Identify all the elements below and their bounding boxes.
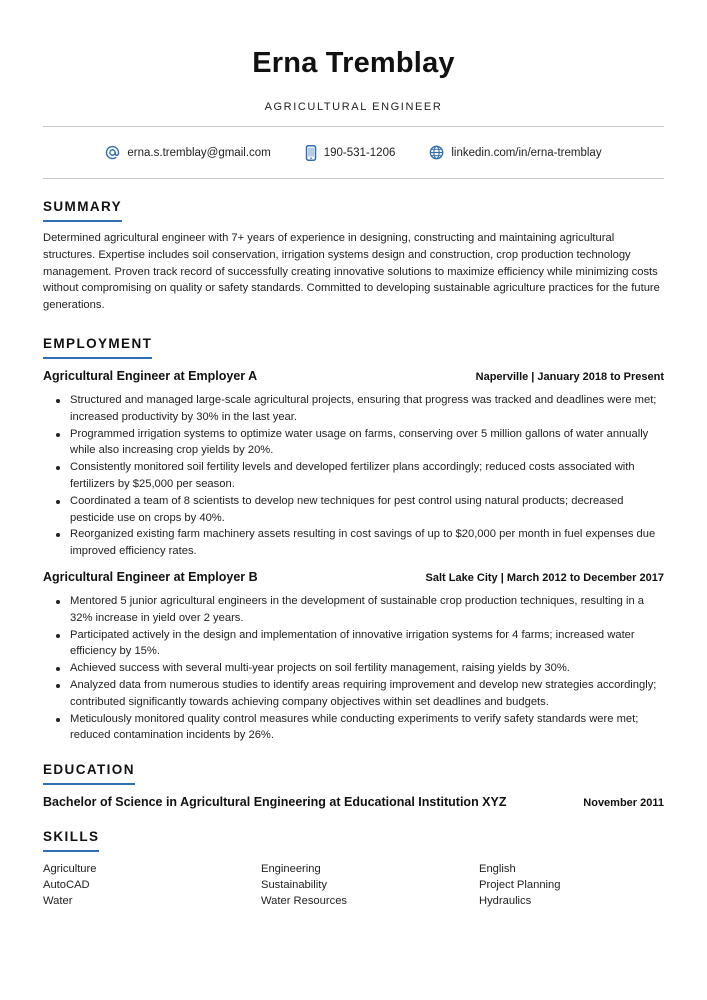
skill-item: Water Resources (261, 895, 348, 908)
skill-item: AutoCAD (43, 879, 90, 892)
bullet-item: Coordinated a team of 8 scientists to develop new techniques for pest control using natural products; decreased pesticide use on crops by 40%. (43, 493, 664, 527)
contact-email[interactable] (105, 145, 270, 160)
skills-heading: SKILLS (43, 829, 99, 852)
summary-text: Determined agricultural engineer with 7+ years of experience in designing, constructing and maintaining agricultural structures. Expertise includes soil conservation, irrigation systems design and construction, crop production technology management. Proven track record of successfully creating innovative solutions to maximize efficiency while minimizing costs without compromising on quality or safety standards. Committed to developing sustainable agriculture practices for the future generations. (43, 232, 660, 312)
divider (43, 178, 664, 179)
contact-bar (43, 127, 664, 178)
job-location-dates: Naperville | January 2018 to Present (475, 370, 664, 383)
job-title: Agricultural Engineer at Employer A (43, 368, 258, 383)
phone-text: 190-531-1206 (323, 146, 396, 159)
candidate-name: Erna Tremblay (252, 47, 455, 79)
bullet-item: Analyzed data from numerous studies to identify areas requiring improvement and develop new strategies accordingly; contributed significantly towards achieving company objectives within set deadlines and budgets. (43, 677, 664, 711)
skill-item: English (479, 863, 516, 876)
summary-section (43, 198, 664, 314)
skill-item: Sustainability (261, 879, 327, 892)
globe-icon (429, 145, 444, 160)
employment-heading: EMPLOYMENT (43, 336, 152, 359)
candidate-title: AGRICULTURAL ENGINEER (264, 101, 443, 113)
skill-item: Water (43, 895, 73, 908)
bullet-item: Participated actively in the design and implementation of innovative irrigation systems for 4 farms; increased water efficiency by 15%. (43, 627, 664, 661)
bullet-item: Achieved success with several multi-year projects on soil fertility management, raising yields by 30%. (43, 660, 664, 677)
job-entry (43, 570, 664, 744)
education-section (43, 761, 664, 809)
bullet-item: Programmed irrigation systems to optimize water usage on farms, conserving over 5 million gallons of water annually while also increasing crop yields by 20%. (43, 426, 664, 460)
job-location-dates: Salt Lake City | March 2012 to December 2017 (425, 571, 664, 584)
summary-heading: SUMMARY (43, 199, 122, 222)
bullet-item: Reorganized existing farm machinery assets resulting in cost savings of up to $20,000 per month in fuel expenses due improved efficiency rates. (43, 526, 664, 560)
bullet-item: Structured and managed large-scale agricultural projects, ensuring that progress was tracked and deadlines were met; increased productivity by 30% in the last year. (43, 392, 664, 426)
employment-section (43, 335, 664, 744)
bullet-item: Consistently monitored soil fertility levels and developed fertilizer plans accordingly; reduced costs associated with fertilizers by $25,000 per season. (43, 459, 664, 493)
job-header (43, 369, 664, 383)
skill-item: Engineering (261, 863, 321, 876)
job-header (43, 570, 664, 584)
education-entry (43, 795, 664, 809)
job-entry (43, 369, 664, 560)
linkedin-text: linkedin.com/in/erna-tremblay (451, 146, 602, 159)
bullet-item: Mentored 5 junior agricultural engineers in the development of sustainable crop production techniques, resulting in a 32% increase in yield over 2 years. (43, 593, 664, 627)
education-degree: Bachelor of Science in Agricultural Engineering at Educational Institution XYZ (43, 795, 507, 810)
email-text: erna.s.tremblay@gmail.com (127, 146, 271, 159)
phone-icon (305, 145, 317, 161)
job-bullets (43, 392, 664, 560)
contact-phone[interactable] (305, 145, 396, 161)
skills-section (43, 828, 664, 909)
skill-item: Hydraulics (479, 895, 532, 908)
skills-grid (43, 861, 664, 909)
skill-item: Agriculture (43, 863, 97, 876)
contact-linkedin[interactable] (429, 145, 601, 160)
job-title: Agricultural Engineer at Employer B (43, 569, 258, 584)
bullet-item: Meticulously monitored quality control measures while conducting experiments to verify safety standards were met; reduced contamination incidents by 26%. (43, 711, 664, 745)
education-heading: EDUCATION (43, 762, 135, 785)
email-at-icon (105, 145, 120, 160)
education-date: November 2011 (583, 797, 664, 810)
job-bullets (43, 593, 664, 744)
skill-item: Project Planning (479, 879, 561, 892)
